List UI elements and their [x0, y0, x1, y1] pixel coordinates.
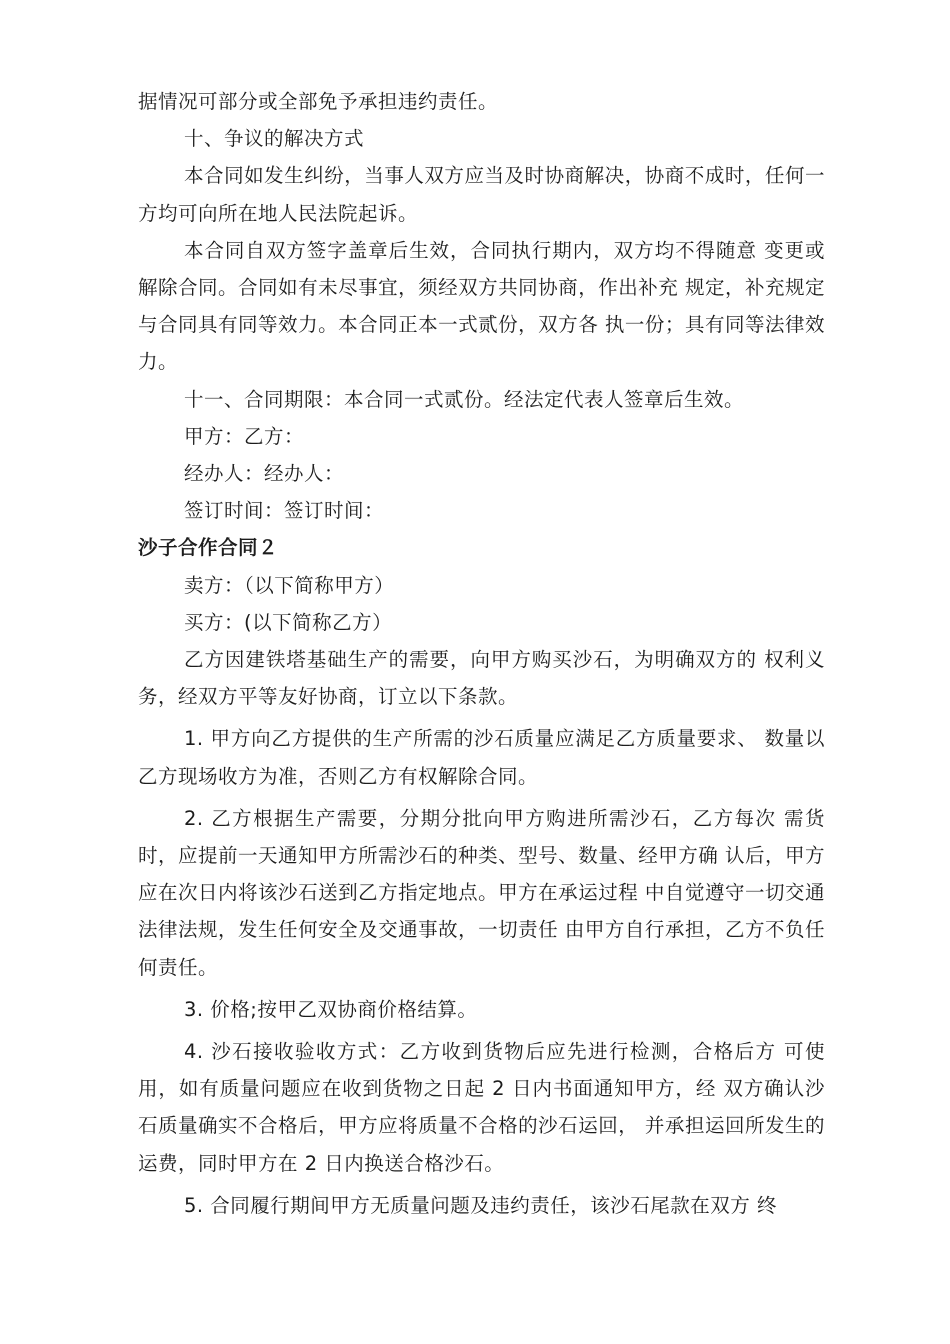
- paragraph: 买方：(以下简称乙方）: [184, 610, 393, 634]
- paragraph: 5. 合同履行期间甲方无质量问题及违约责任，该沙石尾款在双方 终: [184, 1193, 778, 1217]
- paragraph: 甲方：乙方：: [184, 424, 305, 448]
- paragraph: 经办人：经办人：: [184, 462, 345, 486]
- paragraph: 本合同自双方签字盖章后生效，合同执行期内，双方均不得随意 变更或解除合同。合同如有未尽事宜，须经双方共同协商，作出补充 规定，补充规定与合同具有同等效力。本合同正本一式贰份，双方各 执一份；具有同等法律效力。: [138, 238, 825, 374]
- paragraph: 4. 沙石接收验收方式：乙方收到货物后应先进行检测，合格后方 可使用，如有质量问题应在收到货物之日起 2 日内书面通知甲方，经 双方确认沙石质量确实不合格后，甲方应将质量不合格的沙石运回， 并承担运回所发生的运费，同时甲方在 2 日内换送合格沙石。: [138, 1040, 825, 1175]
- paragraph: 十一、合同期限：本合同一式贰份。经法定代表人签章后生效。: [184, 387, 745, 411]
- section-title: 沙子合作合同２: [138, 536, 279, 560]
- paragraph: 卖方：（以下简称甲方）: [184, 573, 395, 597]
- paragraph: 3. 价格;按甲乙双协商价格结算。: [184, 997, 478, 1021]
- paragraph: 1. 甲方向乙方提供的生产所需的沙石质量应满足乙方质量要求、 数量以乙方现场收方为准，否则乙方有权解除合同。: [138, 727, 825, 788]
- contract-part-2: [138, 567, 825, 1224]
- paragraph: 2. 乙方根据生产需要，分期分批向甲方购进所需沙石，乙方每次 需货时，应提前一天通知甲方所需沙石的种类、型号、数量、经甲方确 认后，甲方应在次日内将该沙石送到乙方指定地点。甲方在承运过程 中自觉遵守一切交通法律法规，发生任何安全及交通事故，一切责任 由甲方自行承担，乙方不负任何责任。: [138, 806, 825, 979]
- paragraph: 十、争议的解决方式: [184, 127, 365, 151]
- contract-part-1: [138, 83, 825, 529]
- paragraph: 乙方因建铁塔基础生产的需要，向甲方购买沙石，为明确双方的 权利义务，经双方平等友好协商，订立以下条款。: [138, 648, 825, 709]
- paragraph: 据情况可部分或全部免予承担违约责任。: [138, 90, 499, 113]
- paragraph: 本合同如发生纠纷，当事人双方应当及时协商解决，协商不成时，任何一方均可向所在地人民法院起诉。: [138, 164, 825, 225]
- paragraph: 签订时间：签订时间：: [184, 499, 385, 523]
